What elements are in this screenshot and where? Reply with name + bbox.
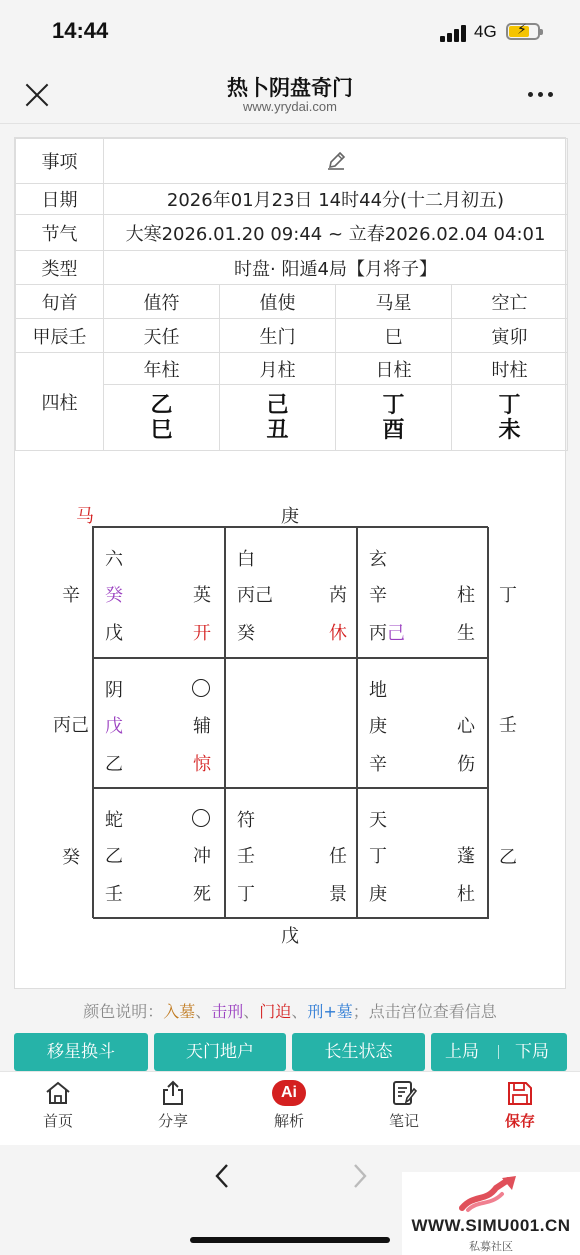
status-time: 14:44 [52, 18, 109, 43]
palace-god: 符 [237, 810, 255, 832]
watermark [402, 1172, 580, 1255]
palace-door: 开 [193, 623, 211, 644]
legend-sep: 、 [243, 1002, 260, 1021]
header-kongwang: 空亡 [452, 285, 568, 319]
tianmen-dihu-button[interactable]: 天门地户 [154, 1033, 286, 1071]
share-icon [159, 1080, 187, 1106]
pillar-day-stem: 丁 [382, 392, 405, 418]
outer-left-bottom: 癸 [62, 847, 80, 868]
legend-plus: + [323, 1002, 337, 1021]
palace-door: 伤 [457, 753, 475, 775]
header-maxing: 马星 [336, 285, 452, 319]
palace-earth-stem-a: 丙 [369, 623, 387, 644]
outer-left-mid: 丙己 [53, 715, 89, 736]
palace-qian[interactable] [357, 788, 489, 919]
outer-right-mid: 壬 [499, 715, 517, 736]
legend-sep: 、 [291, 1002, 308, 1021]
tab-notes[interactable] [364, 1080, 444, 1131]
palace-star: 柱 [457, 585, 475, 606]
value-xunshou: 甲辰壬 [16, 319, 104, 353]
palace-god: 蛇 [105, 810, 123, 832]
qimen-chart [14, 454, 566, 989]
event-edit-cell[interactable] [104, 139, 568, 184]
notes-icon [390, 1080, 418, 1106]
save-icon [506, 1080, 534, 1106]
palace-star: 芮 [329, 585, 347, 606]
legend-mu: 墓 [336, 1002, 353, 1021]
palace-sky-stem: 丁 [369, 846, 387, 868]
palace-gen[interactable] [93, 788, 225, 919]
battery-icon: ⚡ [506, 23, 540, 40]
changsheng-status-button[interactable]: 长生状态 [292, 1033, 425, 1071]
watermark-text: WWW.SIMU001.CN [411, 1216, 571, 1235]
palace-zhen[interactable] [93, 658, 225, 789]
value-zhishi: 生门 [220, 319, 336, 353]
palace-star: 冲 [193, 846, 211, 868]
pillar-header-year: 年柱 [104, 353, 220, 385]
edit-icon[interactable] [325, 150, 347, 172]
empty-circle-icon [192, 679, 210, 697]
palace-door: 休 [329, 623, 347, 644]
pillar-month-stem: 己 [266, 392, 289, 418]
tab-share[interactable] [133, 1080, 213, 1131]
bottom-tab-bar [0, 1071, 580, 1145]
ai-icon: Ai [272, 1080, 306, 1106]
palace-earth-stem: 壬 [105, 884, 123, 906]
tab-notes-label: 笔记 [388, 1112, 419, 1130]
palace-star: 英 [193, 585, 211, 606]
header-xunshou: 旬首 [16, 285, 104, 319]
more-icon[interactable] [528, 92, 556, 100]
palace-star: 辅 [193, 715, 211, 737]
palace-sky-stem: 庚 [369, 715, 387, 737]
pillar-month-branch: 丑 [266, 417, 289, 443]
horse-star-marker: 马 [76, 506, 94, 527]
palace-dui[interactable] [357, 658, 489, 789]
palace-earth-stem-b: 己 [387, 623, 405, 644]
legend-prefix: 颜色说明： [83, 1002, 164, 1021]
pillar-year-branch: 巳 [150, 417, 173, 443]
legend-rumu: 入墓 [163, 1002, 196, 1021]
pillar-hour-branch: 未 [498, 417, 521, 443]
value-kongwang: 寅卯 [452, 319, 568, 353]
pillar-month [220, 385, 336, 451]
info-table [15, 138, 568, 451]
event-label: 事项 [16, 139, 104, 184]
palace-earth-stem: 庚 [369, 884, 387, 906]
palace-sky-stem: 戊 [105, 715, 123, 737]
palace-sky-stem: 丙己 [237, 585, 273, 606]
outer-top: 庚 [281, 506, 299, 527]
palace-center[interactable] [225, 658, 357, 789]
solar-term-label: 节气 [16, 215, 104, 251]
solar-term-value: 大寒2026.01.20 09:44 ~ 立春2026.02.04 04:01 [104, 215, 568, 251]
solar-term-row [16, 215, 568, 251]
palace-god: 阴 [105, 679, 123, 701]
palace-earth-stem: 乙 [105, 753, 123, 775]
palace-earth-stem: 辛 [369, 753, 387, 775]
palace-sky-stem: 癸 [105, 585, 123, 606]
type-row [16, 251, 568, 285]
tab-share-label: 分享 [157, 1112, 188, 1130]
legend-xing: 刑 [307, 1002, 324, 1021]
date-row [16, 184, 568, 215]
status-bar [0, 0, 580, 62]
palace-earth-stem: 丁 [237, 884, 255, 906]
ju-pager [431, 1033, 567, 1071]
empty-circle-icon [192, 809, 210, 827]
event-row [16, 139, 568, 184]
watermark-sub: 私募社区 [469, 1240, 513, 1253]
palace-sky-stem: 壬 [237, 846, 255, 868]
outer-bottom: 戊 [281, 926, 299, 947]
prev-ju-button[interactable]: 上局 [445, 1042, 479, 1062]
type-value: 时盘· 阳遁4局【月将子】 [104, 251, 568, 285]
palace-sky-stem: 辛 [369, 585, 387, 606]
palace-door: 杜 [457, 884, 475, 906]
palace-xun[interactable] [93, 527, 225, 658]
legend-menpo: 门迫 [259, 1002, 292, 1021]
palace-kan[interactable] [225, 788, 357, 919]
value-maxing: 巳 [336, 319, 452, 353]
page-title: 热卜阴盘奇门 [227, 76, 353, 100]
palace-sky-stem: 乙 [105, 846, 123, 868]
pillar-header-hour: 时柱 [452, 353, 568, 385]
pillar-header-month: 月柱 [220, 353, 336, 385]
legend-suffix: ；点击宫位查看信息 [352, 1002, 497, 1021]
pager-divider [498, 1045, 499, 1059]
tab-save-label: 保存 [504, 1112, 535, 1130]
network-label: 4G [474, 22, 497, 41]
outer-right-bottom: 乙 [499, 847, 517, 868]
pillar-year-stem: 乙 [150, 392, 173, 418]
home-indicator [190, 1237, 390, 1243]
palace-star: 蓬 [457, 846, 475, 868]
pillar-hour [452, 385, 568, 451]
tab-analysis-label: 解析 [273, 1112, 304, 1130]
tab-home-label: 首页 [42, 1112, 73, 1130]
palace-earth-stem: 癸 [237, 623, 255, 644]
forward-arrow-icon[interactable] [346, 1163, 372, 1189]
date-value: 2026年01月23日 14时44分(十二月初五) [104, 184, 568, 215]
tab-save[interactable] [480, 1080, 560, 1131]
yixing-huandou-button[interactable]: 移星换斗 [14, 1033, 148, 1071]
outer-left-top: 辛 [62, 585, 80, 606]
nav-bar [0, 62, 580, 124]
pillar-header-row [16, 353, 568, 385]
palace-li[interactable] [225, 527, 357, 658]
page-url: www.yrydai.com [243, 99, 337, 114]
pillar-day-branch: 酉 [382, 417, 405, 443]
home-icon [44, 1080, 72, 1106]
palace-star: 心 [457, 715, 475, 737]
date-label: 日期 [16, 184, 104, 215]
palace-god: 玄 [369, 549, 387, 570]
type-label: 类型 [16, 251, 104, 285]
palace-god: 地 [369, 679, 387, 701]
next-ju-button[interactable]: 下局 [515, 1042, 549, 1062]
legend-sep: 、 [195, 1002, 212, 1021]
palace-god: 六 [105, 549, 123, 570]
watermark-logo-icon [456, 1174, 526, 1214]
tab-analysis[interactable] [249, 1080, 329, 1131]
palace-earth-stem: 戊 [105, 623, 123, 644]
palace-door: 生 [457, 623, 475, 644]
value-zhifu: 天任 [104, 319, 220, 353]
pillar-day [336, 385, 452, 451]
color-legend [0, 999, 580, 1022]
header-zhifu: 值符 [104, 285, 220, 319]
outer-right-top: 丁 [499, 585, 517, 606]
value-row [16, 319, 568, 353]
palace-door: 死 [193, 884, 211, 906]
header-row [16, 285, 568, 319]
palace-door: 景 [329, 884, 347, 906]
palace-star: 任 [329, 846, 347, 868]
signal-icon [440, 24, 468, 42]
pillar-hour-stem: 丁 [498, 392, 521, 418]
tab-home[interactable] [18, 1080, 98, 1131]
palace-kun[interactable] [357, 527, 489, 658]
pillars-label: 四柱 [16, 353, 104, 451]
header-zhishi: 值使 [220, 285, 336, 319]
palace-door: 惊 [193, 753, 211, 775]
back-arrow-icon[interactable] [210, 1163, 236, 1189]
palace-grid [92, 526, 488, 918]
pillar-header-day: 日柱 [336, 353, 452, 385]
pillar-year [104, 385, 220, 451]
legend-jixing: 击刑 [211, 1002, 244, 1021]
palace-god: 白 [237, 549, 255, 570]
palace-god: 天 [369, 810, 387, 832]
